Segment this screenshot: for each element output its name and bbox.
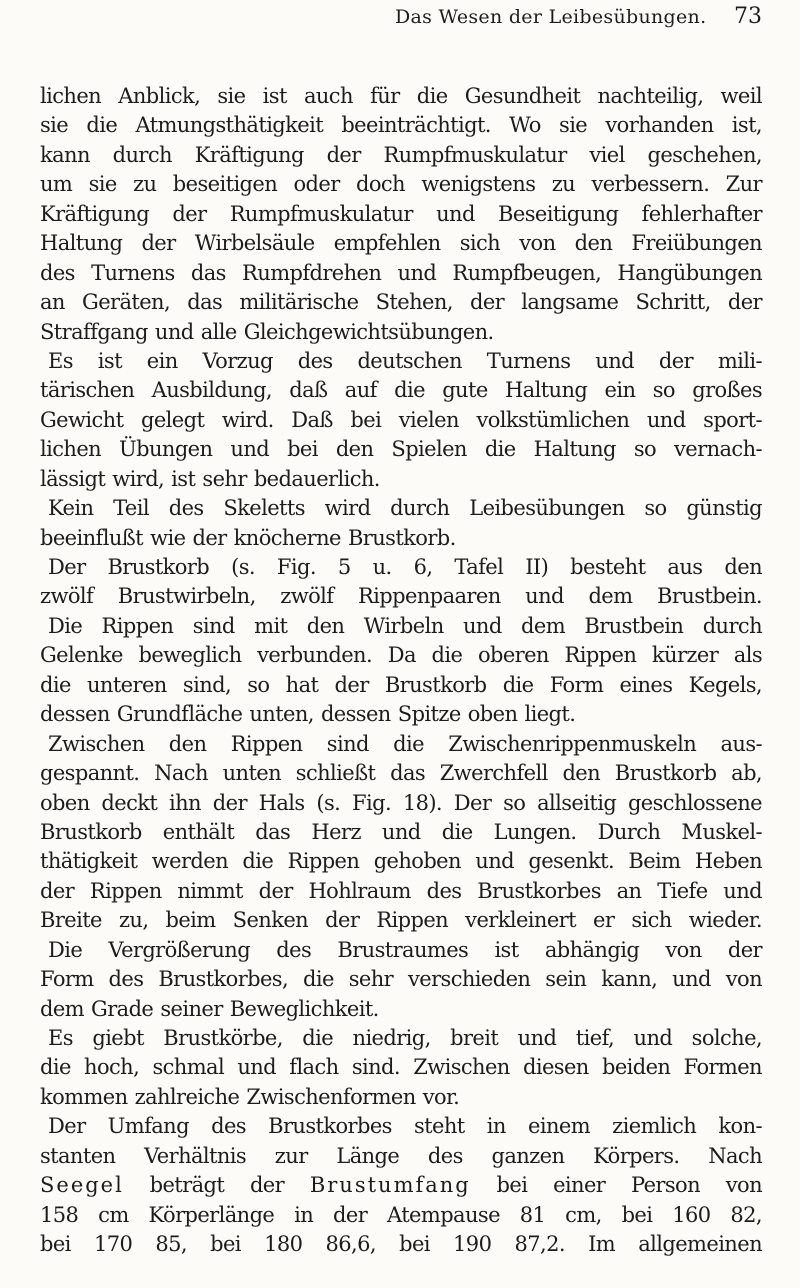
text-line: beeinflußt wie der knöcherne Brustkorb. (40, 525, 456, 550)
text-line: des Turnens das Rumpfdrehen und Rumpfbeugen, Hangübungen (40, 260, 762, 285)
text-line: Gelenke beweglich verbunden. Da die oberen Rippen kürzer als (40, 643, 762, 668)
text-line: lichen Übungen und bei den Spielen die Haltung so vernach- (40, 437, 762, 462)
text-line: die hoch, schmal und flach sind. Zwischen diesen beiden Formen (40, 1055, 762, 1080)
text-line: Kein Teil des Skeletts wird durch Leibesübungen so günstig (48, 496, 762, 521)
text-line: Zwischen den Rippen sind die Zwischenrippenmuskeln aus- (48, 731, 762, 756)
text-line: dessen Grundfläche unten, dessen Spitze oben liegt. (40, 702, 576, 727)
text-line: Kräftigung der Rumpfmuskulatur und Beseitigung fehlerhafter (40, 201, 762, 226)
spaced-emphasis: Seegel (40, 1173, 124, 1198)
text-line (40, 1171, 762, 1200)
page-number: 73 (734, 4, 762, 29)
text-line: Die Rippen sind mit den Wirbeln und dem Brustbein durch (48, 613, 762, 638)
text-line: dem Grade seiner Beweglichkeit. (40, 996, 379, 1021)
text-line: Form des Brustkorbes, die sehr verschieden sein kann, und von (40, 967, 762, 992)
text-line: tärischen Ausbildung, daß auf die gute Haltung ein so großes (40, 378, 762, 403)
text-line: oben deckt ihn der Hals (s. Fig. 18). Der so allseitig geschlossene (40, 790, 762, 815)
text-line: zwölf Brustwirbeln, zwölf Rippenpaaren und dem Brustbein. (40, 584, 762, 609)
text-line: kommen zahlreiche Zwischenformen vor. (40, 1084, 460, 1109)
text-line: 158 cm Körperlänge in der Atempause 81 cm, bei 160 82, (40, 1202, 762, 1227)
text-line: lichen Anblick, sie ist auch für die Gesundheit nachteilig, weil (40, 84, 762, 108)
running-title: Das Wesen der Leibesübungen. (395, 6, 707, 28)
text-line: sie die Atmungsthätigkeit beeinträchtigt. Wo sie vorhanden ist, (40, 113, 762, 138)
text-line: Der Umfang des Brustkorbes steht in einem ziemlich kon- (48, 1114, 762, 1139)
spaced-emphasis: Brustumfang (309, 1173, 471, 1198)
text-line: bei 170 85, bei 180 86,6, bei 190 87,2. Im allgemeinen (40, 1232, 762, 1257)
text-line: an Geräten, das militärische Stehen, der langsame Schritt, der (40, 290, 762, 315)
text-line: Es ist ein Vorzug des deutschen Turnens und der mili- (48, 348, 762, 373)
text-run: beträgt der (123, 1173, 310, 1198)
text-line: Gewicht gelegt wird. Daß bei vielen volkstümlichen und sport- (40, 407, 762, 432)
text-line: thätigkeit werden die Rippen gehoben und gesenkt. Beim Heben (40, 849, 762, 874)
body-text (40, 82, 762, 1260)
text-line: gespannt. Nach unten schließt das Zwerchfell den Brustkorb ab, (40, 761, 762, 786)
text-line: Es giebt Brustkörbe, die niedrig, breit und tief, und solche, (48, 1026, 762, 1050)
text-line: Die Vergrößerung des Brustraumes ist abhängig von der (48, 937, 762, 962)
text-run: bei einer Person von (470, 1173, 762, 1198)
page-header (0, 0, 800, 36)
text-line: Der Brustkorb (s. Fig. 5 u. 6, Tafel II) besteht aus den (48, 555, 762, 579)
text-line: Brustkorb enthält das Herz und die Lungen. Durch Muskel- (40, 819, 762, 844)
text-line: Straffgang und alle Gleichgewichtsübungen. (40, 319, 494, 344)
text-line: um sie zu beseitigen oder doch wenigstens zu verbessern. Zur (40, 172, 762, 197)
text-line: der Rippen nimmt der Hohlraum des Brustkorbes an Tiefe und (40, 878, 762, 903)
text-line: kann durch Kräftigung der Rumpfmuskulatur viel geschehen, (40, 142, 762, 167)
text-line: Breite zu, beim Senken der Rippen verkleinert er sich wieder. (40, 908, 762, 933)
text-line: Haltung der Wirbelsäule empfehlen sich von den Freiübungen (40, 231, 762, 256)
text-line: die unteren sind, so hat der Brustkorb die Form eines Kegels, (40, 672, 762, 697)
text-line: stanten Verhältnis zur Länge des ganzen Körpers. Nach (40, 1143, 762, 1168)
text-line: lässigt wird, ist sehr bedauerlich. (40, 466, 380, 491)
